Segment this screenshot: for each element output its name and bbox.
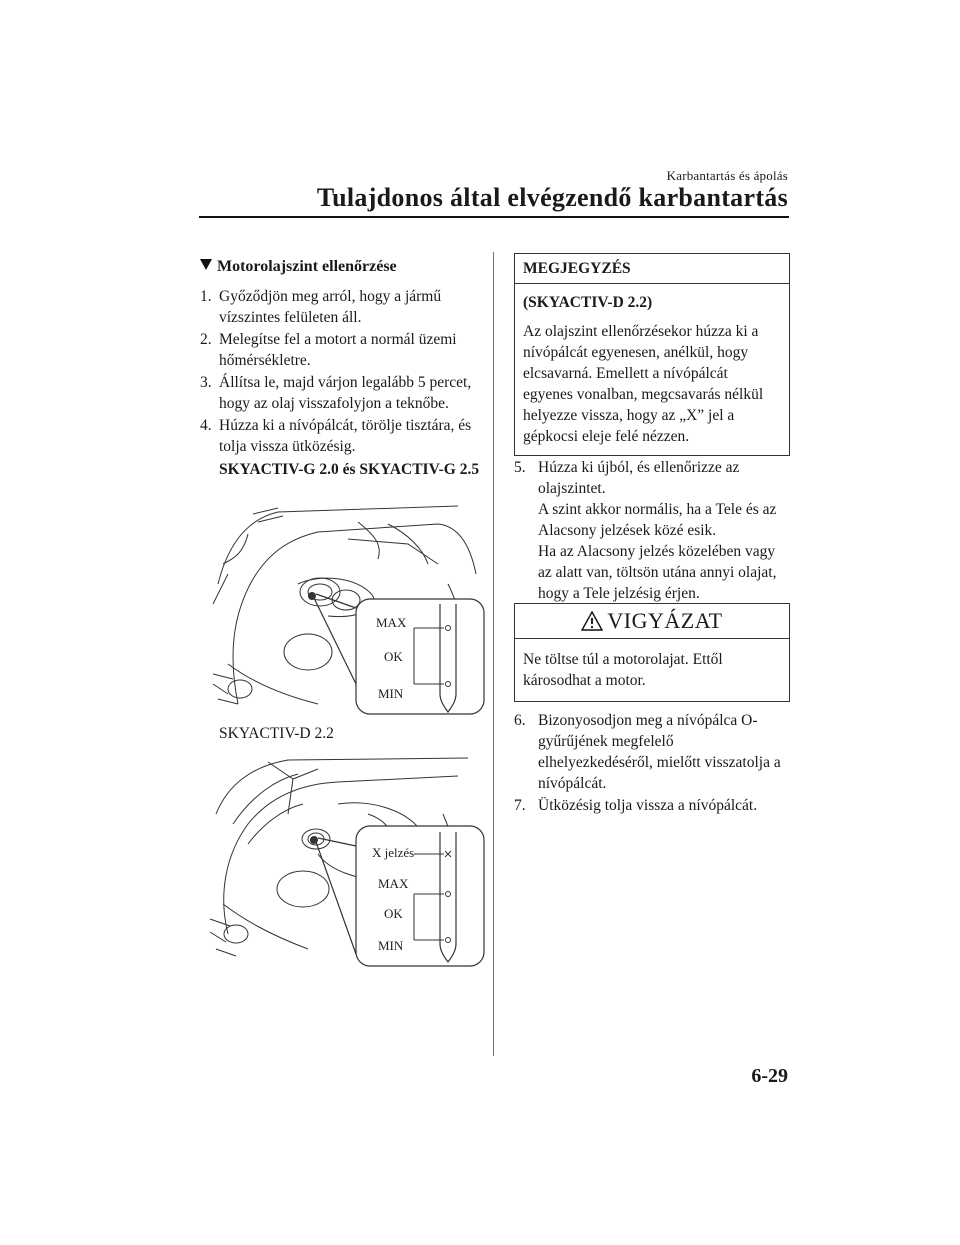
list-item bbox=[200, 329, 480, 371]
list-item bbox=[200, 286, 480, 328]
x-mark-label: X jelzés bbox=[372, 845, 415, 860]
warning-triangle-icon bbox=[581, 611, 603, 631]
left-steps bbox=[200, 286, 480, 481]
step-text: Húzza ki a nívópálcát, törölje tisztára, és tolja vissza ütközésig. bbox=[219, 417, 472, 455]
step-number: 3. bbox=[200, 374, 212, 391]
note-text: Az olajszint ellenőrzésekor húzza ki a nívópálcát egyenesen, anélkül, hogy elcsavarná. Emellett a nívópálcát egyenes vonalban, megcsavarás nélkül helyezze vissza, hogy az „X” jel a gépkocsi eleje felé nézzen. bbox=[523, 323, 764, 445]
section-heading bbox=[200, 256, 480, 277]
triangle-bullet-icon bbox=[200, 259, 212, 270]
engine-subheading-g: SKYACTIV-G 2.0 és SKYACTIV-G 2.5 bbox=[219, 461, 480, 478]
warning-text: Ne töltse túl a motorolajat. Ettől károsodhat a motor. bbox=[523, 651, 723, 689]
warning-title: VIGYÁZAT bbox=[607, 608, 723, 633]
column-separator bbox=[493, 252, 494, 1056]
step-text: Melegítse fel a motort a normál üzemi hőmérsékletre. bbox=[219, 331, 457, 369]
min-label: MIN bbox=[378, 938, 404, 953]
right-steps-a bbox=[514, 457, 790, 605]
header-rule bbox=[199, 216, 789, 218]
page-title: Tulajdonos által elvégzendő karbantartás bbox=[316, 183, 788, 212]
list-item bbox=[514, 457, 790, 604]
step-text: Állítsa le, majd várjon legalább 5 percet, hogy az olaj visszafolyjon a teknőbe. bbox=[219, 374, 472, 412]
step-text: Bizonyosodjon meg a nívópálca O-gyűrűjének megfelelő elhelyezkedéséről, mielőtt visszatolja a nívópálcát. bbox=[538, 712, 781, 792]
step-number: 6. bbox=[514, 712, 526, 729]
note-box bbox=[514, 253, 790, 456]
list-item bbox=[200, 372, 480, 414]
right-steps-b bbox=[514, 710, 790, 817]
dipstick-figure-d bbox=[208, 754, 488, 969]
section-heading-text: Motorolajszint ellenőrzése bbox=[217, 258, 397, 275]
step-number: 5. bbox=[514, 459, 526, 476]
step-number: 4. bbox=[200, 417, 212, 434]
engine-subheading-d: SKYACTIV-D 2.2 bbox=[219, 725, 334, 742]
step-text: Ütközésig tolja vissza a nívópálcát. bbox=[538, 797, 758, 814]
note-title: MEGJEGYZÉS bbox=[515, 254, 789, 284]
step-number: 1. bbox=[200, 288, 212, 305]
step-number: 7. bbox=[514, 797, 526, 814]
max-label: MAX bbox=[378, 876, 409, 891]
chapter-label: Karbantartás és ápolás bbox=[666, 168, 788, 183]
step-text: Ha az Alacsony jelzés közelében vagy az alatt van, töltsön utána annyi olajat, hogy a Tele jelzésig érjen. bbox=[538, 543, 777, 602]
dipstick-figure-g bbox=[208, 504, 488, 719]
page-number: 6-29 bbox=[751, 1065, 788, 1087]
warning-box bbox=[514, 603, 790, 702]
step-text: A szint akkor normális, ha a Tele és az Alacsony jelzések közé esik. bbox=[538, 501, 777, 539]
ok-label: OK bbox=[384, 906, 403, 921]
list-item bbox=[200, 415, 480, 480]
max-label: MAX bbox=[376, 615, 407, 630]
list-item bbox=[514, 710, 790, 794]
min-label: MIN bbox=[378, 686, 404, 701]
list-item bbox=[514, 795, 790, 816]
step-text: Győződjön meg arról, hogy a jármű vízszintes felületen áll. bbox=[219, 288, 442, 326]
step-number: 2. bbox=[200, 331, 212, 348]
note-subtitle: (SKYACTIV-D 2.2) bbox=[523, 294, 653, 311]
step-text: Húzza ki újból, és ellenőrizze az olajszintet. bbox=[538, 459, 740, 497]
ok-label: OK bbox=[384, 649, 403, 664]
